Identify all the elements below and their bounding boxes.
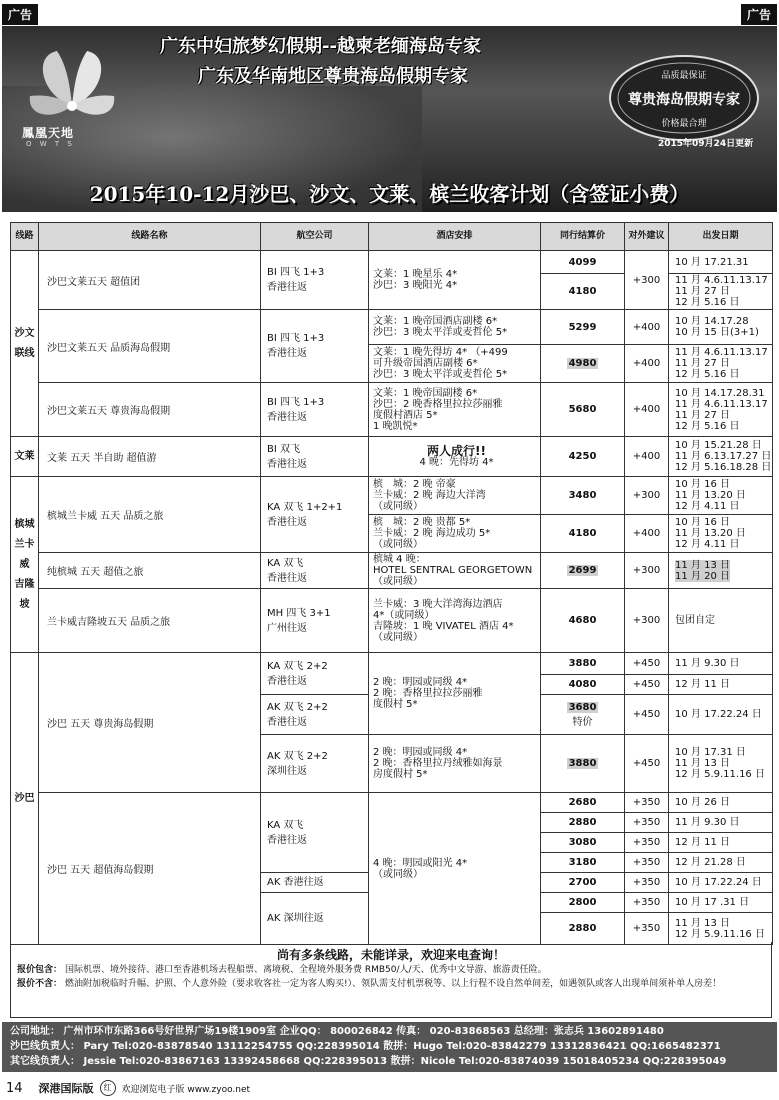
header-price: 同行结算价 [541, 223, 625, 251]
route-name: 槟城兰卡威 五天 品质之旅 [39, 477, 261, 553]
suggest-price: +350 [625, 913, 669, 945]
route-name: 沙巴文莱五天 超值团 [39, 251, 261, 310]
dates: 12 月 11 日 [669, 675, 773, 695]
suggest-price: +350 [625, 853, 669, 873]
dates: 10 月 17.22.24 日 [669, 695, 773, 735]
suggest-price: +300 [625, 553, 669, 589]
dates: 12 月 21.28 日 [669, 853, 773, 873]
route-name: 文莱 五天 半自助 超值游 [39, 437, 261, 477]
suggest-price: +450 [625, 695, 669, 735]
dates: 10 月 14.17.28 10 月 15 日(3+1) [669, 310, 773, 345]
price: 4180 [541, 274, 625, 310]
table-row [11, 553, 773, 589]
region-brunei: 文莱 [11, 437, 39, 477]
suggest-price: +300 [625, 589, 669, 653]
hotel: 文莱：1 晚帝国酒店副楼 6* 沙巴：3 晚太平洋或麦哲伦 5* [369, 310, 541, 345]
more-routes-notice: 尚有多条线路，未能详录，欢迎来电查询！ [276, 948, 505, 962]
website-link[interactable]: 欢迎浏览电子版 www.zyoo.net [121, 1084, 251, 1095]
price-includes [11, 963, 771, 977]
page-title: 2015年10-12月沙巴、沙文、文莱、槟兰收客计划（含签证小费） [89, 182, 690, 206]
airline: KA 双飞 2+2 香港往返 [261, 653, 369, 695]
hotel-detail: 4 晚：先得坊 4* [419, 456, 494, 468]
table-row [11, 310, 773, 345]
hotel: 2 晚：明园或同级 4* 2 晚：香格里拉拉莎丽雅 度假村 5* [369, 653, 541, 735]
airline: KA 双飞 香港往返 [261, 793, 369, 873]
price-value: 4980 [568, 358, 597, 369]
sabah-contact: 沙巴线负责人： Pary Tel:020-83878540 13112254755 QQ:228395014 散拼：Hugo Tel:020-83842279 13312836421 QQ:1665482371 [10, 1041, 721, 1052]
route-name: 兰卡威吉隆坡五天 品质之旅 [39, 589, 261, 653]
hotel: 槟 城：2 晚 贵都 5* 兰卡威：2 晚 海边成功 5* （或同级） [369, 515, 541, 553]
table-row [11, 383, 773, 437]
other-contact: 其它线负责人： Jessie Tel:020-83867163 13392458668 QQ:228395013 散拼：Nicole Tel:020-83874039 15018405234 QQ:228395049 [10, 1056, 727, 1067]
headline-secondary: 广东及华南地区尊贵海岛假期专家 [198, 66, 468, 87]
suggest-price: +400 [625, 515, 669, 553]
price [541, 553, 625, 589]
suggest-price: +400 [625, 437, 669, 477]
hotel: 文莱：1 晚先得坊 4* （+499 可升级帝国酒店副楼 6* 沙巴：3 晚太平洋或麦哲伦 5* [369, 345, 541, 383]
price: 4680 [541, 589, 625, 653]
airline: BI 四飞 1+3 香港往返 [261, 383, 369, 437]
price: 3480 [541, 477, 625, 515]
logo-subtext: O W T S [26, 140, 75, 148]
route-name: 沙巴文莱五天 品质海岛假期 [39, 310, 261, 383]
price-value: 3680 [568, 701, 597, 713]
airline: MH 四飞 3+1 广州往返 [261, 589, 369, 653]
table-row [11, 437, 773, 477]
airline: AK 双飞 2+2 香港往返 [261, 695, 369, 735]
price: 5680 [541, 383, 625, 437]
price [541, 345, 625, 383]
dates [669, 553, 773, 589]
header-hotel: 酒店安排 [369, 223, 541, 251]
suggest-price: +400 [625, 383, 669, 437]
price [541, 695, 625, 735]
header-route: 线路名称 [39, 223, 261, 251]
routes-table [10, 222, 773, 945]
hotel: 2 晚：明园或同级 4* 2 晚：香格里拉丹绒雅如海景 房度假村 5* [369, 735, 541, 793]
suggest-price: +400 [625, 310, 669, 345]
price: 2880 [541, 813, 625, 833]
dates: 11 月 9.30 日 [669, 813, 773, 833]
price: 4250 [541, 437, 625, 477]
quality-badge [608, 54, 760, 142]
badge-main-text: 尊贵海岛假期专家 [628, 92, 740, 108]
suggest-price: +450 [625, 653, 669, 675]
dates: 10 月 17.22.24 日 [669, 873, 773, 893]
price: 2680 [541, 793, 625, 813]
hotel [369, 437, 541, 477]
edition-logo-icon: 红 [100, 1080, 116, 1096]
hotel: 4 晚：明园或阳光 4* （或同级） [369, 793, 541, 945]
price: 2880 [541, 913, 625, 945]
region-shawen: 沙文联线 [11, 251, 39, 437]
badge-top-text: 品质最保证 [661, 71, 707, 81]
table-row [11, 477, 773, 515]
dates: 10 月 17 .31 日 [669, 893, 773, 913]
price-excludes [11, 977, 771, 991]
route-name: 沙巴 五天 尊贵海岛假期 [39, 653, 261, 793]
price: 4180 [541, 515, 625, 553]
price: 4099 [541, 251, 625, 274]
airline: AK 香港往返 [261, 873, 369, 893]
header-airline: 航空公司 [261, 223, 369, 251]
price [541, 735, 625, 793]
header-dates: 出发日期 [669, 223, 773, 251]
hotel: 文莱：1 晚帝国副楼 6* 沙巴：2 晚香格里拉拉莎丽雅 度假村酒店 5* 1 晚凯悦* [369, 383, 541, 437]
dates: 10 月 15.21.28 日 11 月 6.13.17.27 日 12 月 5.16.18.28 日 [669, 437, 773, 477]
includes-label: 报价包含： [17, 965, 63, 975]
hotel-highlight: 两人成行!! [427, 443, 486, 458]
suggest-price: +350 [625, 793, 669, 813]
company-address: 公司地址： 广州市环市东路366号好世界广场19楼1909室 企业QQ： 800026842 传真： 020-83868563 总经理：张志兵 13602891480 [10, 1026, 664, 1037]
excludes-text: 燃油附加税临时升幅、护照、个人意外险（要求收客社一定为客人购买!）、领队需支付机票税等、以上行程不设自然单间差，如遇领队或客人出现单间须补单人房差！ [65, 979, 722, 989]
dates: 11 月 9.30 日 [669, 653, 773, 675]
header-region: 线路 [11, 223, 39, 251]
dates: 11 月 4.6.11.13.17 11 月 27 日 12 月 5.16 日 [669, 345, 773, 383]
header-suggest: 对外建议 [625, 223, 669, 251]
ad-label-right: 广告 [741, 4, 777, 25]
airline: KA 双飞 1+2+1 香港往返 [261, 477, 369, 553]
dates: 包团自定 [669, 589, 773, 653]
hotel: 槟城 4 晚： HOTEL SENTRAL GEORGETOWN （或同级） [369, 553, 541, 589]
dates: 10 月 16 日 11 月 13.20 日 12 月 4.11 日 [669, 515, 773, 553]
dates: 10 月 17.31 日 11 月 13 日 12 月 5.9.11.16 日 [669, 735, 773, 793]
region-penang: 槟城 兰卡威 吉隆坡 [11, 477, 39, 653]
price-note: 特价 [572, 716, 593, 728]
price-value: 3880 [568, 758, 597, 769]
price: 3180 [541, 853, 625, 873]
hotel: 文莱：1 晚星乐 4* 沙巴：3 晚阳光 4* [369, 251, 541, 310]
includes-text: 国际机票、境外接待、港口至香港机场去程船票、离境税、全程境外服务费 RMB50/人/天、优秀中文导游、旅游责任险。 [65, 965, 547, 975]
badge-bottom-text: 价格最合理 [661, 119, 707, 129]
dates: 10 月 26 日 [669, 793, 773, 813]
page-number: 14 [6, 1080, 23, 1096]
suggest-price: +350 [625, 833, 669, 853]
airline: AK 双飞 2+2 深圳往返 [261, 735, 369, 793]
dates: 11 月 4.6.11.13.17 11 月 27 日 12 月 5.16 日 [669, 274, 773, 310]
dates: 10 月 14.17.28.31 11 月 4.6.11.13.17 11 月 27 日 12 月 5.16 日 [669, 383, 773, 437]
banner [2, 26, 777, 212]
logo-text: 鳳凰天地 [22, 126, 75, 140]
price: 3880 [541, 653, 625, 675]
route-name: 纯槟城 五天 超值之旅 [39, 553, 261, 589]
suggest-price: +350 [625, 813, 669, 833]
price: 4080 [541, 675, 625, 695]
hotel: 兰卡威：3 晚大洋湾海边酒店 4*（或同级） 吉隆坡：1 晚 VIVATEL 酒店 4* （或同级） [369, 589, 541, 653]
dates: 10 月 16 日 11 月 13.20 日 12 月 4.11 日 [669, 477, 773, 515]
airline: BI 双飞 香港往返 [261, 437, 369, 477]
route-name: 沙巴 五天 超值海岛假期 [39, 793, 261, 945]
page-footer [2, 1078, 777, 1098]
dates-value: 11 月 13 日 11 月 20 日 [675, 559, 730, 582]
hotel: 槟 城：2 晚 帝豪 兰卡威：2 晚 海边大洋湾 （或同级） [369, 477, 541, 515]
dates: 10 月 17.21.31 [669, 251, 773, 274]
airline: BI 四飞 1+3 香港往返 [261, 310, 369, 383]
suggest-price: +400 [625, 345, 669, 383]
excludes-label: 报价不含： [17, 979, 63, 989]
price: 3080 [541, 833, 625, 853]
notes-section [10, 942, 772, 1018]
suggest-price: +450 [625, 735, 669, 793]
table-row [11, 589, 773, 653]
contact-info [2, 1022, 777, 1072]
suggest-price: +300 [625, 477, 669, 515]
update-date: 2015年09月24日更新 [658, 139, 754, 149]
suggest-price: +450 [625, 675, 669, 695]
suggest-price: +300 [625, 251, 669, 310]
table-row [11, 793, 773, 813]
suggest-price: +350 [625, 893, 669, 913]
price: 2800 [541, 893, 625, 913]
table-row [11, 251, 773, 274]
price: 2700 [541, 873, 625, 893]
dates: 12 月 11 日 [669, 833, 773, 853]
airline: AK 深圳往返 [261, 893, 369, 945]
airline: KA 双飞 香港往返 [261, 553, 369, 589]
price-value: 2699 [568, 565, 597, 576]
region-sabah: 沙巴 [11, 653, 39, 945]
airline: BI 四飞 1+3 香港往返 [261, 251, 369, 310]
ad-label-left: 广告 [2, 4, 38, 25]
edition-name: 深港国际版 [38, 1082, 94, 1095]
suggest-price: +350 [625, 873, 669, 893]
dates: 11 月 13 日 12 月 5.9.11.16 日 [669, 913, 773, 945]
route-name: 沙巴文莱五天 尊贵海岛假期 [39, 383, 261, 437]
table-row [11, 653, 773, 675]
price: 5299 [541, 310, 625, 345]
headline-primary: 广东中妇旅梦幻假期--越柬老缅海岛专家 [160, 36, 481, 57]
table-header-row [11, 223, 773, 251]
